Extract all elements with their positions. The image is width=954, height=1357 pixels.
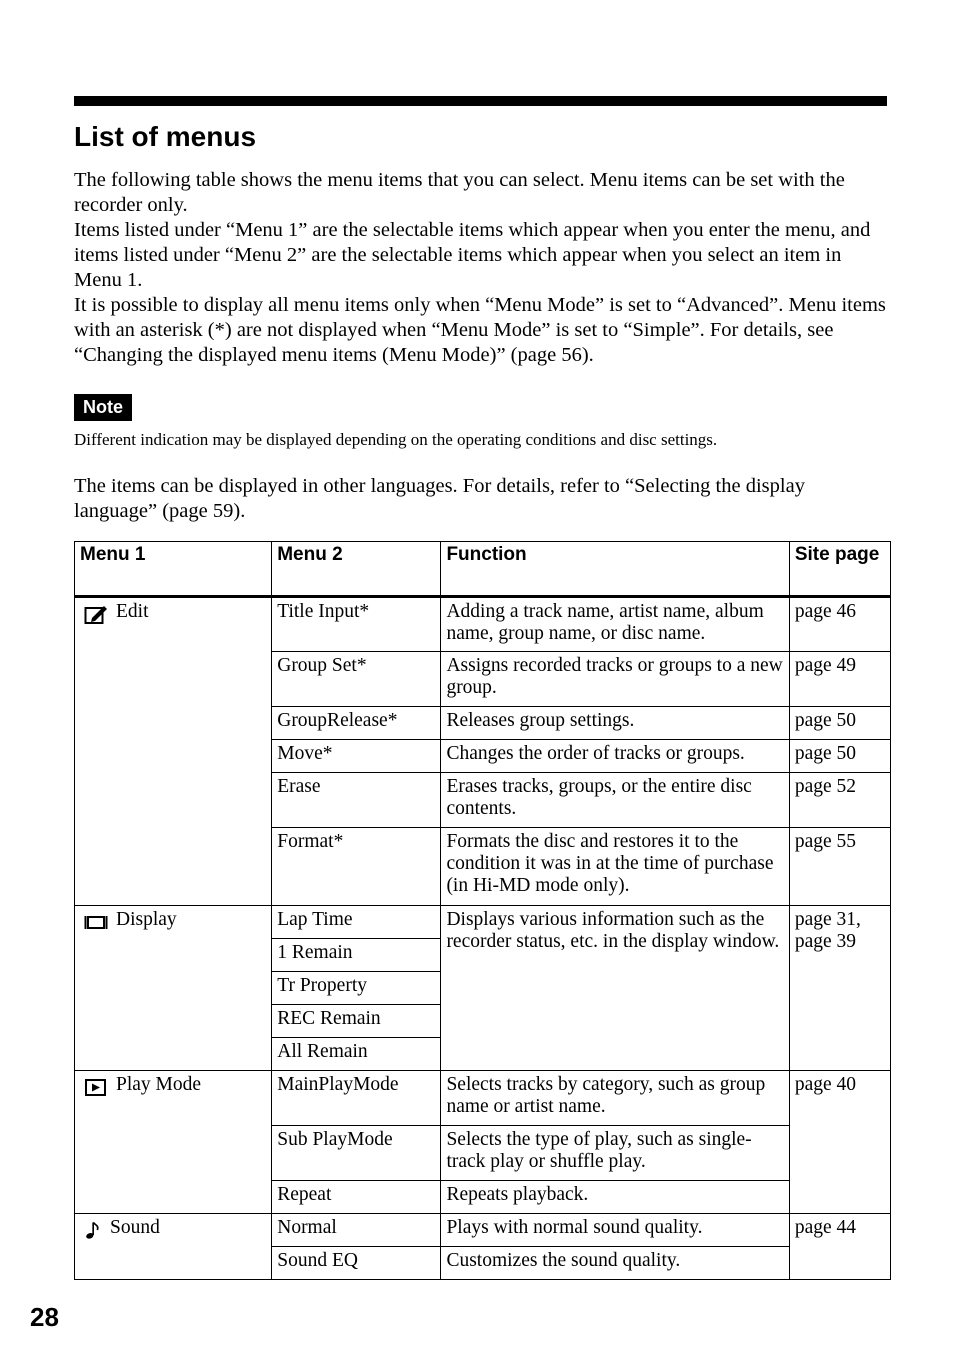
page-cell: page 52 bbox=[789, 773, 890, 828]
page-number: 28 bbox=[30, 1302, 59, 1332]
page-title: List of menus bbox=[74, 121, 257, 152]
menu-table bbox=[74, 541, 891, 1280]
menu2-cell: All Remain bbox=[272, 1038, 441, 1071]
header-function: Function bbox=[441, 542, 789, 597]
play-mode-icon bbox=[84, 1076, 108, 1098]
menu1-sound bbox=[75, 1214, 272, 1280]
title-rule bbox=[74, 96, 887, 106]
function-cell: Plays with normal sound quality. bbox=[441, 1214, 789, 1247]
menu2-cell: Erase bbox=[272, 773, 441, 828]
function-cell: Erases tracks, groups, or the entire disc contents. bbox=[441, 773, 789, 828]
note-badge: Note bbox=[74, 394, 132, 421]
table-header-row bbox=[75, 542, 891, 597]
header-site-page: Site page bbox=[789, 542, 890, 597]
page-cell: page 49 bbox=[789, 652, 890, 707]
page-cell: page 50 bbox=[789, 707, 890, 740]
menu2-cell: Repeat bbox=[272, 1181, 441, 1214]
menu1-label: Display bbox=[116, 909, 177, 930]
function-cell: Selects tracks by category, such as group name or artist name. bbox=[441, 1071, 789, 1126]
function-cell: Selects the type of play, such as single-track play or shuffle play. bbox=[441, 1126, 789, 1181]
menu1-label: Edit bbox=[116, 601, 149, 622]
menu1-edit bbox=[75, 597, 272, 906]
language-text: The items can be displayed in other languages. For details, refer to “Selecting the display language” (page 59). bbox=[74, 475, 805, 522]
menu2-cell: Sound EQ bbox=[272, 1247, 441, 1280]
function-cell: Displays various information such as the recorder status, etc. in the display window. bbox=[441, 906, 789, 1071]
menu2-cell: MainPlayMode bbox=[272, 1071, 441, 1126]
function-cell: Repeats playback. bbox=[441, 1181, 789, 1214]
menu2-cell: REC Remain bbox=[272, 1005, 441, 1038]
table-row bbox=[75, 906, 891, 939]
intro-text bbox=[74, 168, 890, 368]
menu2-cell: Lap Time bbox=[272, 906, 441, 939]
menu2-cell: Tr Property bbox=[272, 972, 441, 1005]
table-row bbox=[75, 1214, 891, 1247]
menu1-display bbox=[75, 906, 272, 1071]
menu2-cell: Format* bbox=[272, 828, 441, 906]
note-text: Different indication may be displayed depending on the operating conditions and disc settings. bbox=[74, 430, 718, 449]
menu2-cell: Group Set* bbox=[272, 652, 441, 707]
menu2-cell: Move* bbox=[272, 740, 441, 773]
menu1-label: Sound bbox=[110, 1217, 160, 1238]
page-cell: page 55 bbox=[789, 828, 890, 906]
menu2-cell: 1 Remain bbox=[272, 939, 441, 972]
page-cell: page 46 bbox=[789, 597, 890, 652]
function-cell: Customizes the sound quality. bbox=[441, 1247, 789, 1280]
menu2-cell: Sub PlayMode bbox=[272, 1126, 441, 1181]
menu2-cell: GroupRelease* bbox=[272, 707, 441, 740]
page-content bbox=[74, 96, 890, 524]
header-menu1: Menu 1 bbox=[75, 542, 272, 597]
function-cell: Adding a track name, artist name, album name, group name, or disc name. bbox=[441, 597, 789, 652]
edit-icon bbox=[84, 603, 108, 625]
table-row bbox=[75, 1071, 891, 1126]
menu1-play-mode bbox=[75, 1071, 272, 1214]
page-cell: page 44 bbox=[789, 1214, 890, 1280]
header-menu2: Menu 2 bbox=[272, 542, 441, 597]
menu2-cell: Normal bbox=[272, 1214, 441, 1247]
music-note-icon bbox=[84, 1219, 104, 1241]
function-cell: Changes the order of tracks or groups. bbox=[441, 740, 789, 773]
function-cell: Assigns recorded tracks or groups to a new group. bbox=[441, 652, 789, 707]
function-cell: Formats the disc and restores it to the condition it was in at the time of purchase (in Hi-MD mode only). bbox=[441, 828, 789, 906]
display-icon bbox=[84, 911, 108, 933]
page-cell: page 40 bbox=[789, 1071, 890, 1214]
menu2-cell: Title Input* bbox=[272, 597, 441, 652]
table-row bbox=[75, 597, 891, 652]
function-cell: Releases group settings. bbox=[441, 707, 789, 740]
page-cell: page 50 bbox=[789, 740, 890, 773]
intro-paragraph: It is possible to display all menu items only when “Menu Mode” is set to “Advanced”. Menu items with an asterisk (*) are not displayed when “Menu Mode” is set to “Simple”. For details, see “Changing the displayed menu items (Menu Mode)” (page 56). bbox=[74, 294, 886, 366]
intro-paragraph: Items listed under “Menu 1” are the selectable items which appear when you enter the menu, and items listed under “Menu 2” are the selectable items which appear when you select an item in Menu 1. bbox=[74, 219, 871, 291]
intro-paragraph: The following table shows the menu items that you can select. Menu items can be set with the recorder only. bbox=[74, 169, 845, 216]
menu1-label: Play Mode bbox=[116, 1074, 202, 1095]
page-cell: page 31, page 39 bbox=[789, 906, 890, 1071]
